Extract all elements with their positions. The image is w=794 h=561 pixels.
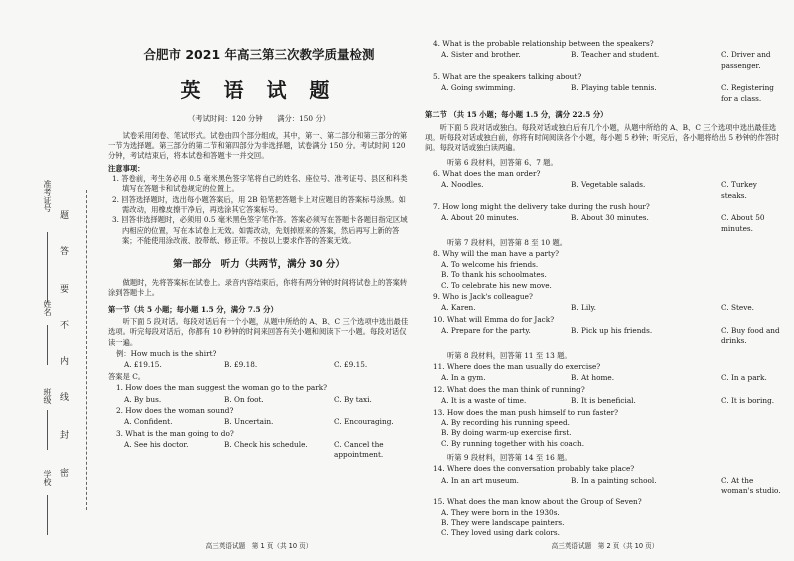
- option-a: A. Sister and brother.: [441, 50, 521, 60]
- page-footer: 高三英语试题 第 2 页（共 10 页）: [551, 541, 659, 550]
- option-c: C. Turkey steaks.: [721, 180, 757, 200]
- notes-title: 注意事项：: [108, 163, 145, 173]
- name-label: 姓名: [43, 300, 52, 316]
- seal-line: [86, 190, 87, 510]
- note-item: 1. 答卷前，考生务必用 0.5 毫米黑色签字笔将自己的姓名、座位号、准考证号、县区和科类填写在答题卡和试卷规定的位置上。: [112, 173, 408, 194]
- option-b: B. Pick up his friends.: [571, 325, 653, 335]
- option-c: C. Buy food and drinks.: [721, 325, 780, 346]
- material-group-label: 听第 6 段材料，回答第 6、7 题。: [447, 157, 558, 167]
- option-c: C. They loved using dark colors.: [441, 528, 560, 538]
- option-b: B. In a painting school.: [571, 475, 657, 485]
- example-question: 例：How much is the shirt?: [116, 349, 217, 359]
- question-options: [441, 373, 785, 383]
- name-blank[interactable]: [47, 325, 48, 365]
- exam-title: 合肥市 2021 年高三第三次教学质量检测: [143, 47, 375, 62]
- option-b: B. It is beneficial.: [571, 396, 636, 406]
- option-a: A. It is a waste of time.: [441, 396, 527, 406]
- option-a: A. By recording his running speed.: [441, 417, 570, 427]
- option-a: A. Karen.: [441, 303, 476, 313]
- note-item: 2. 回答选择题时，选出每小题答案后，用 2B 铅笔把答题卡上对应题目的答案标号涂黑。如需改动，用橡皮擦干净后，再选涂其它答案标号。: [112, 194, 406, 215]
- option-c: C. At the woman's studio.: [721, 475, 781, 496]
- option-b: B. £9.18.: [224, 360, 258, 370]
- seal-char: 不: [60, 321, 70, 331]
- question: 1. How does the man suggest the woman go to the park?: [116, 383, 328, 393]
- option-b: B. By doing warm-up exercise first.: [441, 428, 572, 438]
- class-blank[interactable]: [47, 410, 48, 450]
- question-options: [441, 396, 785, 406]
- question: 10. What will Emma do for Jack?: [433, 314, 555, 324]
- option-a: A. By bus.: [124, 394, 162, 404]
- option-b: B. Vegetable salads.: [571, 180, 646, 190]
- option-c: C. By running together with his coach.: [441, 438, 585, 448]
- question: 14. Where does the conversation probably take place?: [433, 464, 635, 474]
- question-options: [124, 440, 410, 461]
- question: 8. Why will the man have a party?: [433, 249, 560, 259]
- option-c: C. Driver and passenger.: [721, 50, 771, 70]
- option-b: B. They were landscape painters.: [441, 518, 565, 528]
- option-a: A. In an art museum.: [441, 475, 519, 485]
- option-a: A. Confident.: [124, 417, 173, 427]
- option-c: C. Encouraging.: [334, 417, 394, 427]
- option-b: B. At home.: [571, 373, 615, 383]
- exam-info: （考试时间：120 分钟 满分：150 分）: [188, 114, 330, 124]
- option-c: C. About 50 minutes.: [721, 213, 765, 233]
- question: 3. What is the man going to do?: [116, 428, 234, 438]
- option-c: C. In a park.: [721, 373, 767, 383]
- question: 6. What does the man order?: [433, 168, 541, 178]
- option-a: A. About 20 minutes.: [441, 213, 519, 223]
- left-column: [108, 0, 410, 561]
- example-options: [124, 360, 410, 370]
- option-b: B. About 30 minutes.: [571, 213, 649, 223]
- material-group-label: 听第 8 段材料，回答第 11 至 13 题。: [447, 350, 572, 360]
- part1-intro: 做题时，先将答案标在试卷上。录音内容结束后，你将有两分钟的时间将试卷上的答案转涂到答题卡上。: [108, 277, 408, 298]
- question-options: [441, 180, 785, 201]
- question-options: [441, 213, 785, 234]
- option-c: C. It is boring.: [721, 396, 775, 406]
- question: 2. How does the woman sound?: [116, 405, 234, 415]
- option-a: A. See his doctor.: [124, 439, 189, 449]
- question: 13. How does the man push himself to run faster?: [433, 407, 619, 417]
- school-blank[interactable]: [47, 495, 48, 535]
- option-a: A. Noodles.: [441, 180, 484, 190]
- option-c: C. £9.15.: [334, 360, 368, 370]
- option-b: B. Teacher and student.: [571, 50, 660, 60]
- seal-char: 要: [60, 285, 70, 295]
- question-options: [441, 83, 785, 104]
- option-c: C. Registering for a class.: [721, 83, 774, 103]
- material-group-label: 听第 9 段材料，回答第 14 至 16 题。: [447, 452, 572, 462]
- example-answer: 答案是 C。: [108, 371, 146, 381]
- option-a: A. They were born in the 1930s.: [441, 507, 560, 517]
- seal-char: 密: [60, 469, 70, 479]
- material-group-label: 听第 7 段材料，回答第 8 至 10 题。: [447, 238, 568, 248]
- right-column: [425, 0, 785, 561]
- exam-intro: 试卷采用闭卷、笔试形式。试卷由四个部分组成，其中，第一、第二部分和第三部分的第一节为选择题。第三部分的第二节和第四部分为非选择题，试卷满分 150 分。考试时间 120 分钟，考试结束后，将本试卷和答题卡一并交回。: [108, 130, 408, 161]
- question: 11. Where does the man usually do exercise?: [433, 362, 601, 372]
- section1-title: 第一节（共 5 小题；每小题 1.5 分，满分 7.5 分）: [108, 304, 278, 314]
- section1-intro: 听下面 5 段对话。每段对话后有一个小题，从题中所给的 A、B、C 三个选项中选出最佳选项。听完每段对话后，你都有 10 秒钟的时间来回答有关小题和阅读下一小题。每段对话仅读一遍。: [108, 317, 409, 347]
- part1-title: 第一部分 听力（共两节，满分 30 分）: [173, 259, 345, 271]
- option-c: C. Steve.: [721, 303, 754, 313]
- question-options: [124, 417, 410, 427]
- option-b: B. Check his schedule.: [224, 439, 308, 449]
- subject-title: 英 语 试 题: [180, 77, 338, 102]
- seal-char: 题: [60, 211, 70, 221]
- question-options: [441, 303, 785, 313]
- seal-char: 内: [60, 357, 70, 367]
- question: 7. How long might the delivery take during the rush hour?: [433, 202, 650, 212]
- binding-margin: [0, 0, 100, 561]
- page-footer: 高三英语试题 第 1 页（共 10 页）: [205, 541, 313, 550]
- option-a: A. Prepare for the party.: [441, 325, 531, 335]
- class-label: 班级: [43, 388, 52, 404]
- question-options: [441, 476, 785, 497]
- seal-char: 封: [60, 431, 70, 441]
- option-c: C. To celebrate his new move.: [441, 280, 552, 290]
- option-a: A. Going swimming.: [441, 83, 516, 93]
- question: 9. Who is Jack's colleague?: [433, 291, 533, 301]
- section2-intro: 听下面 5 段对话或独白。每段对话或独白后有几个小题，从题中所给的 A、B、C 三个选项中选出最佳选项。听每段对话或独白前，你将有时间阅读各个小题，每小题 5 秒钟；听完后，各小题将给出 5 秒钟的作答时间。每段对话或独白读两遍。: [425, 122, 780, 153]
- option-b: B. On foot.: [224, 394, 264, 404]
- exam-id-blank[interactable]: [47, 232, 48, 302]
- option-b: B. To thank his schoolmates.: [441, 270, 547, 280]
- option-b: B. Playing table tennis.: [571, 83, 657, 93]
- school-label: 学校: [43, 470, 52, 486]
- question-options: [441, 326, 785, 347]
- option-b: B. Uncertain.: [224, 417, 274, 427]
- question-options: [124, 395, 410, 405]
- option-c: C. Cancel the appointment.: [334, 439, 384, 460]
- question: 5. What are the speakers talking about?: [433, 72, 582, 82]
- option-a: A. £19.15.: [124, 360, 162, 370]
- question: 12. What does the man think of running?: [433, 384, 585, 394]
- option-c: C. By taxi.: [334, 394, 372, 404]
- seal-char: 线: [60, 393, 70, 403]
- exam-id-label: 准考证号: [43, 180, 52, 212]
- section2-title: 第二节 （共 15 小题；每小题 1.5 分，满分 22.5 分）: [425, 110, 608, 120]
- option-b: B. Lily.: [571, 303, 596, 313]
- question: 15. What does the man know about the Group of Seven?: [433, 497, 642, 507]
- option-a: A. In a gym.: [441, 373, 486, 383]
- question-options: [441, 50, 785, 71]
- note-item: 3. 回答非选择题时，必须用 0.5 毫米黑色签字笔作答。答案必须写在答题卡各题目指定区域内相应的位置，写在本试卷上无效。如需改动，先划掉原来的答案，然后再写上新的答案；不能使用涂改液、胶带纸、修正带。不按以上要求作答的答案无效。: [112, 215, 408, 246]
- question: 4. What is the probable relationship between the speakers?: [433, 39, 654, 48]
- option-a: A. To welcome his friends.: [441, 259, 539, 269]
- seal-char: 答: [60, 247, 70, 257]
